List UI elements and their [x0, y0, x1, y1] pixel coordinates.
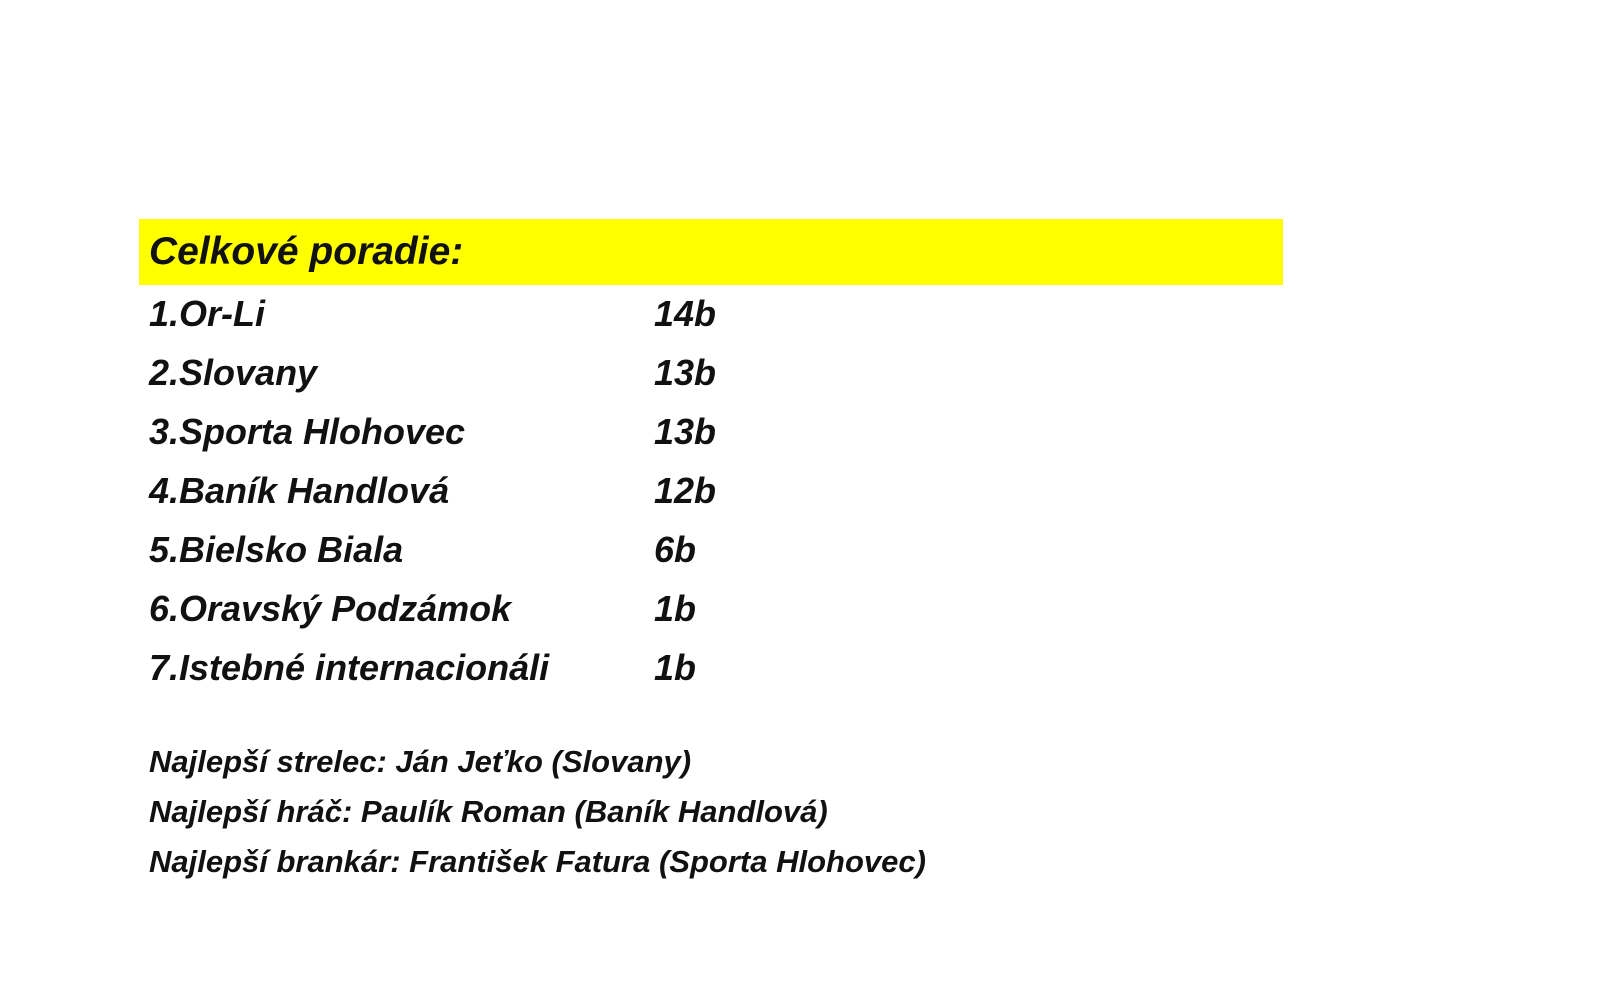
team-name: 4.Baník Handlová — [149, 470, 450, 511]
standing-row — [149, 642, 849, 701]
standing-row — [149, 583, 849, 642]
team-points: 1b — [654, 588, 697, 629]
team-name: 2.Slovany — [149, 352, 318, 393]
team-points: 13b — [654, 411, 717, 452]
standing-row — [149, 347, 849, 406]
team-points: 13b — [654, 352, 717, 393]
team-points: 6b — [654, 529, 697, 570]
team-name: 6.Oravský Podzámok — [149, 588, 512, 629]
award-best-goalkeeper: Najlepší brankár: František Fatura (Sporta Hlohovec) — [149, 844, 926, 879]
standing-row — [149, 406, 849, 465]
standing-row — [149, 288, 849, 347]
team-name: 5.Bielsko Biala — [149, 529, 404, 570]
award-best-scorer: Najlepší strelec: Ján Jeťko (Slovany) — [149, 744, 692, 779]
team-name: 3.Sporta Hlohovec — [149, 411, 466, 452]
team-points: 14b — [654, 293, 717, 334]
standings-list — [149, 288, 849, 701]
award-best-player: Najlepší hráč: Paulík Roman (Baník Handlová) — [149, 794, 828, 829]
team-name: 1.Or-Li — [149, 293, 266, 334]
team-name: 7.Istebné internacionáli — [149, 647, 550, 688]
standing-row — [149, 524, 849, 583]
awards-section — [149, 741, 926, 891]
standing-row — [149, 465, 849, 524]
page-title: Celkové poradie: — [149, 230, 464, 273]
team-points: 12b — [654, 470, 717, 511]
team-points: 1b — [654, 647, 697, 688]
